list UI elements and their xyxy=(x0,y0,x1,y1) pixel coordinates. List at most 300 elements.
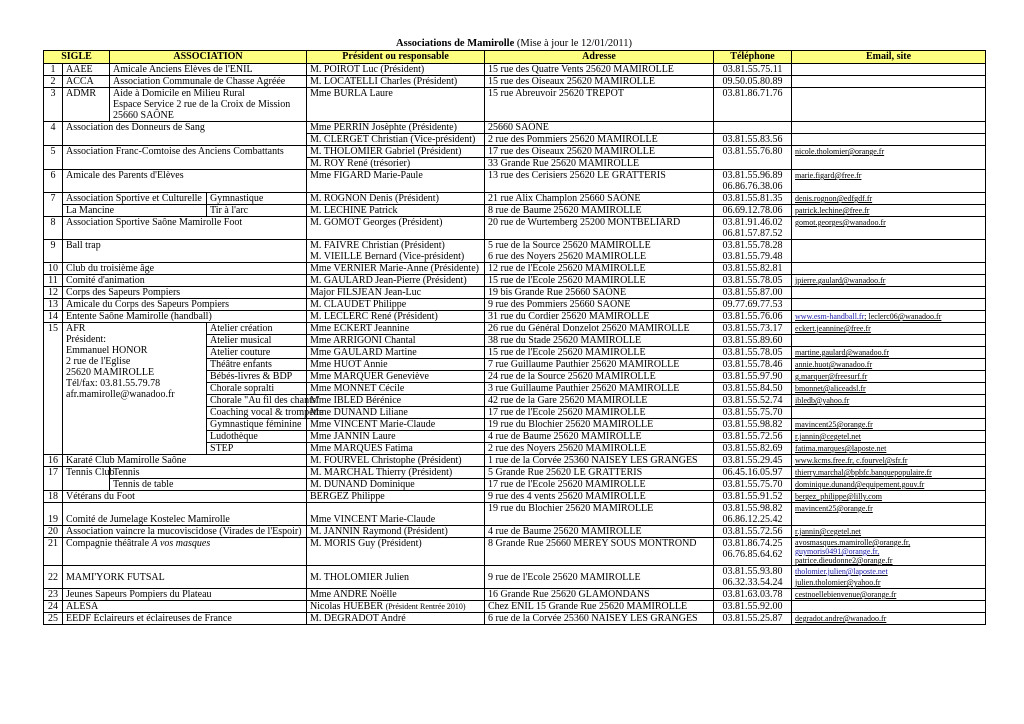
address-cell: 8 rue de Baume 25620 MAMIROLLE xyxy=(485,205,714,217)
president-cell: Mme FIGARD Marie-Paule xyxy=(307,170,485,193)
table-row xyxy=(44,299,986,311)
president-cell: M. THOLOMIER Gabriel (Président) xyxy=(307,146,485,158)
association-cell: Amicale Anciens Élèves de l'ENIL xyxy=(110,64,307,76)
president-cell: Mme ANDRE Noëlle xyxy=(307,589,485,601)
president-cell: Mme MONNET Cécile xyxy=(307,383,485,395)
president-cell: Mme VINCENT Marie-Claude xyxy=(307,419,485,431)
sigle-cell: ADMR xyxy=(63,88,110,122)
email-cell xyxy=(792,134,986,146)
address-cell: 17 rue de l'Ecole 25620 MAMIROLLE xyxy=(485,407,714,419)
address-cell: 33 Grande Rue 25620 MAMIROLLE xyxy=(485,158,714,170)
phone-cell: 03.81.63.03.78 xyxy=(714,589,792,601)
address-cell: 15 rue de l'Ecole 25620 MAMIROLLE xyxy=(485,275,714,287)
email-link[interactable]: dominique.dunand@equipement.gouv.fr xyxy=(792,479,986,491)
association-cell: Entente Saône Mamirolle (handball) xyxy=(63,311,307,323)
phone-cell xyxy=(714,503,792,526)
row-number: 5 xyxy=(44,146,63,170)
address-cell: 7 rue Guillaume Pauthier 25620 MAMIROLLE xyxy=(485,359,714,371)
phone-cell: 03.81.55.76.80 xyxy=(714,146,792,170)
email-cell xyxy=(792,455,986,467)
table-row xyxy=(44,170,986,193)
president-cell: Mme JANNIN Laure xyxy=(307,431,485,443)
address-cell: 6 rue de la Corvée 25360 NAISEY LES GRANGES xyxy=(485,613,714,625)
association-cell xyxy=(63,538,307,566)
email-link[interactable]: fatima.marques@laposte.net xyxy=(792,443,986,455)
address-cell: 38 rue du Stade 25620 MAMIROLLE xyxy=(485,335,714,347)
address-cell: 9 rue de l'Ecole 25620 MAMIROLLE xyxy=(485,566,714,589)
activity-cell: Bébés-livres & BDP xyxy=(207,371,307,383)
association-info-line: AFR xyxy=(66,323,86,334)
email-link[interactable]: annie.huot@wanadoo.fr xyxy=(792,359,986,371)
table-row xyxy=(44,455,986,467)
row-number: 16 xyxy=(44,455,63,467)
president-cell: M. LOCATELLI Charles (Président) xyxy=(307,76,485,88)
row-number: 3 xyxy=(44,88,63,122)
address-cell: 31 rue du Cordier 25620 MAMIROLLE xyxy=(485,311,714,323)
email-link[interactable]: eckert.jeannine@free.fr xyxy=(792,323,986,335)
activity-cell: Chorale sopralti xyxy=(207,383,307,395)
email-cell xyxy=(792,601,986,613)
phone-line: 03.81.55.96.89 xyxy=(722,170,783,181)
association-cell: Association Sportive et Culturelle xyxy=(63,193,207,205)
email-cell xyxy=(792,566,986,589)
sigle-cell: AAEE xyxy=(63,64,110,76)
activity-cell: Atelier création xyxy=(207,323,307,335)
address-cell: 8 Grande Rue 25660 MEREY SOUS MONTROND xyxy=(485,538,714,566)
phone-cell: 03.81.55.98.82 xyxy=(714,419,792,431)
president-cell: M. GAULARD Jean-Pierre (Président) xyxy=(307,275,485,287)
header-association: ASSOCIATION xyxy=(110,51,307,64)
activity-cell: Gymnastique xyxy=(207,193,307,205)
president-cell: M. LECHINE Patrick xyxy=(307,205,485,217)
phone-cell: 03.81.55.87.00 xyxy=(714,287,792,299)
email-link[interactable]: avosmasques.mamirolle@orange.fr, xyxy=(795,538,911,547)
association-cell: Ball trap xyxy=(63,240,307,263)
activity-cell: Théâtre enfants xyxy=(207,359,307,371)
email-link[interactable]: cestnoellebienvenue@orange.fr xyxy=(792,589,986,601)
table-row xyxy=(44,467,986,479)
email-link[interactable]: r.jannin@cegetel.net xyxy=(792,431,986,443)
association-cell xyxy=(63,323,207,455)
association-cell: Amicale du Corps des Sapeurs Pompiers xyxy=(63,299,307,311)
phone-cell: 03.81.55.83.56 xyxy=(714,134,792,146)
email-cell xyxy=(792,311,986,323)
association-cell: Vétérans du Foot xyxy=(63,491,307,503)
phone-cell: 03.81.55.72.56 xyxy=(714,431,792,443)
row-number: 2 xyxy=(44,76,63,88)
phone-cell: 03.81.55.82.69 xyxy=(714,443,792,455)
address-cell: 15 rue des Oiseaux 25620 MAMIROLLE xyxy=(485,76,714,88)
header-email: Email, site xyxy=(792,51,986,64)
address-cell: 5 Grande Rue 25620 LE GRATTERIS xyxy=(485,467,714,479)
president-cell: Mme MARQUER Geneviève xyxy=(307,371,485,383)
email-cell xyxy=(792,538,986,566)
president-cell: Mme VINCENT Marie-Claude xyxy=(307,503,485,526)
address-cell: 42 rue de la Gare 25620 MAMIROLLE xyxy=(485,395,714,407)
row-number: 23 xyxy=(44,589,63,601)
address-cell: 15 rue des Quatre Vents 25620 MAMIROLLE xyxy=(485,64,714,76)
table-row xyxy=(44,64,986,76)
phone-cell: 03.81.55.92.00 xyxy=(714,601,792,613)
activity-cell: Gymnastique féminine xyxy=(207,419,307,431)
president-cell: M. FOURVEL Christophe (Président) xyxy=(307,455,485,467)
phone-cell: 03.81.55.89.60 xyxy=(714,335,792,347)
address-cell: 3 rue Guillaume Pauthier 25620 MAMIROLLE xyxy=(485,383,714,395)
activity-cell: Coaching vocal & trompette xyxy=(207,407,307,419)
row-number: 8 xyxy=(44,217,63,240)
association-cell: EEDF Éclaireurs et éclaireuses de France xyxy=(63,613,307,625)
phone-cell: 09.77.69.77.53 xyxy=(714,299,792,311)
president-cell: Mme PERRIN Josèphte (Présidente) xyxy=(307,122,485,134)
row-number: 7 xyxy=(44,193,63,217)
president-cell: Mme GAULARD Martine xyxy=(307,347,485,359)
president-cell: M. POIROT Luc (Président) xyxy=(307,64,485,76)
association-cell: La Mancine xyxy=(63,205,207,217)
address-cell: 25660 SAÔNE xyxy=(485,122,714,134)
email-link[interactable]: patrick.lechine@free.fr xyxy=(792,205,986,217)
table-row xyxy=(44,589,986,601)
table-row xyxy=(44,146,986,158)
association-address-line: Espace Service 2 rue de la Croix de Mission xyxy=(113,99,291,110)
row-number: 4 xyxy=(44,122,63,146)
phone-cell: 03.81.55.72.56 xyxy=(714,526,792,538)
address-cell: 26 rue du Général Donzelot 25620 MAMIROLLE xyxy=(485,323,714,335)
row-number: 25 xyxy=(44,613,63,625)
president-cell: M. ROY René (trésorier) xyxy=(307,158,485,170)
address-cell: 2 rue des Pommiers 25620 MAMIROLLE xyxy=(485,134,714,146)
address-cell: 24 rue de la Source 25620 MAMIROLLE xyxy=(485,371,714,383)
header-telephone: Téléphone xyxy=(714,51,792,64)
phone-cell: 03.81.55.76.06 xyxy=(714,311,792,323)
header-row xyxy=(44,51,986,64)
email-link[interactable]: bergez_philippe@lilly.com xyxy=(792,491,986,503)
table-row xyxy=(44,479,986,491)
president-cell: M. CLERGET Christian (Vice-président) xyxy=(307,134,485,146)
phone-line: 03.81.91.46.02 xyxy=(722,217,783,228)
table-row xyxy=(44,193,986,205)
association-info-line: Tél/fax: 03.81.55.79.78 xyxy=(66,378,161,389)
phone-cell xyxy=(714,240,792,263)
address-cell: 12 rue de l'École 25620 MAMIROLLE xyxy=(485,263,714,275)
document-page xyxy=(43,38,985,625)
table-row xyxy=(44,287,986,299)
address-cell: 17 rue des Oiseaux 25620 MAMIROLLE xyxy=(485,146,714,158)
email-link[interactable]: g.marquer@freesurf.fr xyxy=(792,371,986,383)
row-number: 6 xyxy=(44,170,63,193)
table-row xyxy=(44,275,986,287)
phone-cell: 03.81.86.71.76 xyxy=(714,88,792,122)
address-cell: 2 rue des Noyers 25620 MAMIROLLE xyxy=(485,443,714,455)
phone-cell xyxy=(714,170,792,193)
associations-table xyxy=(43,50,986,625)
phone-cell xyxy=(714,217,792,240)
email-cell xyxy=(792,335,986,347)
phone-cell: 06.69.12.78.06 xyxy=(714,205,792,217)
activity-cell: Tennis xyxy=(110,467,307,479)
association-cell: Club du troisième âge xyxy=(63,263,307,275)
phone-cell: 03.81.55.97.90 xyxy=(714,371,792,383)
phone-cell: 03.81.55.78.05 xyxy=(714,275,792,287)
president-cell: M. MORIS Guy (Président) xyxy=(307,538,485,566)
president-cell: M. THOLOMIER Julien xyxy=(307,566,485,589)
row-number: 11 xyxy=(44,275,63,287)
address-cell: Chez ENIL 15 Grande Rue 25620 MAMIROLLE xyxy=(485,601,714,613)
row-number: 1 xyxy=(44,64,63,76)
address-cell: 9 rue des 4 vents 25620 MAMIROLLE xyxy=(485,491,714,503)
email-link[interactable]: ; leclerc06@wanadoo.fr xyxy=(864,312,942,321)
association-cell: Jeunes Sapeurs Pompiers du Plateau xyxy=(63,589,307,601)
association-info-line: Emmanuel HONOR xyxy=(66,345,148,356)
email-cell xyxy=(792,64,986,76)
phone-cell: 03.81.55.75.11 xyxy=(714,64,792,76)
row-number: 9 xyxy=(44,240,63,263)
president-line: M. FAIVRE Christian (Président) xyxy=(310,240,445,251)
address-cell: 9 rue des Pommiers 25660 SAÔNE xyxy=(485,299,714,311)
table-row xyxy=(44,526,986,538)
email-link[interactable]: r.jannin@cegetel.net xyxy=(792,526,986,538)
email-cell xyxy=(792,76,986,88)
row-number: 21 xyxy=(44,538,63,566)
phone-line: 03.81.55.93.80 xyxy=(722,566,783,577)
president-cell xyxy=(307,601,485,613)
email-link[interactable]: marie.figard@free.fr xyxy=(792,170,986,193)
header-sigle: SIGLE xyxy=(44,51,110,64)
association-cell: Comité de Jumelage Kostelec Mamirolle xyxy=(63,503,307,526)
phone-cell xyxy=(714,566,792,589)
phone-line: 03.81.86.74.25 xyxy=(722,538,783,549)
address-cell: 19 bis Grande Rue 25660 SAÔNE xyxy=(485,287,714,299)
table-row xyxy=(44,311,986,323)
row-number: 10 xyxy=(44,263,63,275)
association-cell: Corps des Sapeurs Pompiers xyxy=(63,287,307,299)
address-cell: 21 rue Alix Champlon 25660 SAÔNE xyxy=(485,193,714,205)
president-name: Nicolas HUEBER xyxy=(310,601,386,612)
email-link[interactable]: , c.fourvel@sfr.fr xyxy=(852,456,908,465)
email-link[interactable]: ibledb@yahoo.fr xyxy=(792,395,986,407)
website-link[interactable]: www.esm-handball.fr xyxy=(795,312,865,321)
president-line: M. VIEILLE Bernard (Vice-président) xyxy=(310,251,465,262)
phone-cell xyxy=(714,538,792,566)
email-link[interactable]: bmonnet@aliceadsl.fr xyxy=(792,383,986,395)
address-cell: 15 rue Abreuvoir 25620 TREPOT xyxy=(485,88,714,122)
president-cell: Major FILSJEAN Jean-Luc xyxy=(307,287,485,299)
phone-line: 03.81.55.98.82 xyxy=(722,503,783,514)
phone-cell: 03.81.55.91.52 xyxy=(714,491,792,503)
phone-line: 06.32.33.54.24 xyxy=(722,577,783,588)
association-cell: Tennis Club xyxy=(63,467,110,491)
address-line: 5 rue de la Source 25620 MAMIROLLE xyxy=(488,240,651,251)
association-cell: MAMI'YORK FUTSAL xyxy=(63,566,307,589)
email-link[interactable]: guymoris0491@orange.fr, xyxy=(795,547,880,556)
president-cell: M. DUNAND Dominique xyxy=(307,479,485,491)
activity-cell: Tennis de table xyxy=(110,479,307,491)
association-cell: Association Sportive Saône Mamirolle Foot xyxy=(63,217,307,240)
president-note: (Président Rentrée 2010) xyxy=(385,602,466,611)
association-info-line: 25620 MAMIROLLE xyxy=(66,367,155,378)
table-row xyxy=(44,538,986,566)
president-cell: M. GOMOT Georges (Président) xyxy=(307,217,485,240)
activity-cell: Ludothèque xyxy=(207,431,307,443)
president-cell: Mme DUNAND Liliane xyxy=(307,407,485,419)
table-row xyxy=(44,217,986,240)
phone-line: 06.76.85.64.62 xyxy=(722,549,783,560)
phone-cell: 03.81.55.78.05 xyxy=(714,347,792,359)
website-link[interactable]: www.kcms.free.fr xyxy=(795,456,853,465)
email-cell xyxy=(792,407,986,419)
email-cell xyxy=(792,287,986,299)
association-cell: Association des Donneurs de Sang xyxy=(63,122,307,146)
address-cell: 4 rue de Baume 25620 MAMIROLLE xyxy=(485,526,714,538)
president-cell: M. ROGNON Denis (Président) xyxy=(307,193,485,205)
row-number: 17 xyxy=(44,467,63,491)
email-link[interactable]: patrice.dieudonne2@orange.fr xyxy=(795,556,893,565)
row-number: 13 xyxy=(44,299,63,311)
table-row xyxy=(44,76,986,88)
row-number: 24 xyxy=(44,601,63,613)
activity-cell: Chorale "Au fil des chants" xyxy=(207,395,307,407)
address-cell: 17 rue de l'Ecole 25620 MAMIROLLE xyxy=(485,479,714,491)
president-cell: Mme ECKERT Jeannine xyxy=(307,323,485,335)
email-link[interactable]: mavincent25@orange.fr xyxy=(792,503,986,526)
activity-cell: Atelier musical xyxy=(207,335,307,347)
email-cell xyxy=(792,122,986,134)
row-number: 14 xyxy=(44,311,63,323)
email-link[interactable]: thierry.marchal@bpbfc.banquepopulaire.fr xyxy=(792,467,986,479)
phone-line: 03.81.55.79.48 xyxy=(722,251,783,262)
header-adresse: Adresse xyxy=(485,51,714,64)
phone-cell: 03.81.55.82.81 xyxy=(714,263,792,275)
email-link[interactable]: jpierre.gaulard@wanadoo.fr xyxy=(792,275,986,287)
table-row xyxy=(44,263,986,275)
table-row xyxy=(44,323,986,335)
phone-cell: 03.81.55.81.35 xyxy=(714,193,792,205)
phone-cell: 09.50.05.80.89 xyxy=(714,76,792,88)
phone-cell: 03.81.55.75.70 xyxy=(714,479,792,491)
president-cell: Mme HUOT Annie xyxy=(307,359,485,371)
phone-cell: 03.81.55.29.45 xyxy=(714,455,792,467)
email-link[interactable]: martine.gaulard@wanadoo.fr xyxy=(792,347,986,359)
phone-cell: 03.81.55.73.17 xyxy=(714,323,792,335)
title-date: (Mise à jour le 12/01/2011) xyxy=(514,38,632,49)
association-cell: ALESA xyxy=(63,601,307,613)
phone-line: 03.81.55.78.28 xyxy=(722,240,783,251)
president-cell: Mme MARQUES Fatima xyxy=(307,443,485,455)
phone-cell: 03.81.55.25.87 xyxy=(714,613,792,625)
row-number: 22 xyxy=(44,566,63,589)
president-cell: Mme VERNIER Marie-Anne (Présidente) xyxy=(307,263,485,275)
email-link[interactable]: degradot.andre@wanadoo.fr xyxy=(792,613,986,625)
table-row xyxy=(44,601,986,613)
phone-cell: 03.81.55.84.50 xyxy=(714,383,792,395)
association-info-line: 2 rue de l'Eglise xyxy=(66,356,131,367)
table-row xyxy=(44,205,986,217)
document-title xyxy=(43,38,985,50)
phone-cell: 06.45.16.05.97 xyxy=(714,467,792,479)
president-cell: M. LECLERC René (Président) xyxy=(307,311,485,323)
phone-line: 06.81.57.87.52 xyxy=(722,228,783,239)
address-cell: 16 Grande Rue 25620 GLAMONDANS xyxy=(485,589,714,601)
association-name-italic: A vos masques xyxy=(151,538,211,549)
row-number: 18 xyxy=(44,491,63,503)
address-line: 6 rue des Noyers 25620 MAMIROLLE xyxy=(488,251,647,262)
association-info-line: Président: xyxy=(66,334,106,345)
header-president: Président ou responsable xyxy=(307,51,485,64)
email-cell xyxy=(792,299,986,311)
president-cell: M. MARCHAL Thierry (Président) xyxy=(307,467,485,479)
president-cell: M. CLAUDET Philippe xyxy=(307,299,485,311)
row-number: 12 xyxy=(44,287,63,299)
activity-cell: STEP xyxy=(207,443,307,455)
phone-line: 06.86.76.38.06 xyxy=(722,181,783,192)
table-row xyxy=(44,88,986,122)
email-link[interactable]: julien.tholomier@yahoo.fr xyxy=(795,578,881,587)
email-link[interactable]: nicole.tholomier@orange.fr xyxy=(792,146,986,170)
phone-cell: 03.81.55.75.70 xyxy=(714,407,792,419)
row-number: 15 xyxy=(44,323,63,455)
table-row xyxy=(44,122,986,134)
activity-cell: Tir à l'arc xyxy=(207,205,307,217)
email-cell xyxy=(792,88,986,122)
address-cell: 19 rue du Blochier 25620 MAMIROLLE xyxy=(485,503,714,526)
address-cell: 20 rue de Wurtemberg 25200 MONTBELIARD xyxy=(485,217,714,240)
association-name: Aide à Domicile en Milieu Rural xyxy=(113,88,245,99)
address-cell: 19 rue du Blochier 25620 MAMIROLLE xyxy=(485,419,714,431)
table-row xyxy=(44,240,986,263)
association-address-line: 25660 SAÔNE xyxy=(113,110,174,121)
table-row xyxy=(44,491,986,503)
table-row xyxy=(44,566,986,589)
address-cell: 13 rue des Cerisiers 25620 LE GRATTERIS xyxy=(485,170,714,193)
president-cell: Mme IBLED Bérénice xyxy=(307,395,485,407)
email-link[interactable]: gomot.georges@wanadoo.fr xyxy=(792,217,986,240)
president-cell: Mme BURLA Laure xyxy=(307,88,485,122)
phone-cell xyxy=(714,122,792,134)
phone-cell: 03.81.55.52.74 xyxy=(714,395,792,407)
row-number: 19 xyxy=(44,503,63,526)
president-cell xyxy=(307,240,485,263)
table-row xyxy=(44,613,986,625)
association-info-line: afr.mamirolle@wanadoo.fr xyxy=(66,389,175,400)
email-cell xyxy=(792,240,986,263)
email-link[interactable]: tholomier.julien@laposte.net xyxy=(795,567,888,576)
row-number: 20 xyxy=(44,526,63,538)
president-cell: M. JANNIN Raymond (Président) xyxy=(307,526,485,538)
association-cell: Comité d'animation xyxy=(63,275,307,287)
address-cell: 1 rue de la Corvée 25360 NAISEY LES GRANGES xyxy=(485,455,714,467)
title-main: Associations de Mamirolle xyxy=(396,38,515,49)
association-cell: Association Communale de Chasse Agréée xyxy=(110,76,307,88)
president-cell: BERGEZ Philippe xyxy=(307,491,485,503)
address-cell xyxy=(485,240,714,263)
sigle-cell: ACCA xyxy=(63,76,110,88)
president-cell: M. DEGRADOT André xyxy=(307,613,485,625)
association-cell: Association vaincre la mucoviscidose (Virades de l'Espoir) xyxy=(63,526,307,538)
phone-cell: 03.81.55.78.46 xyxy=(714,359,792,371)
address-cell: 4 rue de Baume 25620 MAMIROLLE xyxy=(485,431,714,443)
president-cell: Mme ARRIGONI Chantal xyxy=(307,335,485,347)
association-cell: Karaté Club Mamirolle Saône xyxy=(63,455,307,467)
address-cell: 15 rue de l'Ecole 25620 MAMIROLLE xyxy=(485,347,714,359)
email-link[interactable]: denis.rognon@edfgdf.fr xyxy=(792,193,986,205)
phone-line: 06.86.12.25.42 xyxy=(722,514,783,525)
association-name: Compagnie théâtrale xyxy=(66,538,152,549)
activity-cell: Atelier couture xyxy=(207,347,307,359)
association-cell: Amicale des Parents d'Elèves xyxy=(63,170,307,193)
table-row xyxy=(44,503,986,526)
association-cell: Association Franc-Comtoise des Anciens Combattants xyxy=(63,146,307,170)
email-link[interactable]: mavincent25@orange.fr xyxy=(792,419,986,431)
email-cell xyxy=(792,263,986,275)
